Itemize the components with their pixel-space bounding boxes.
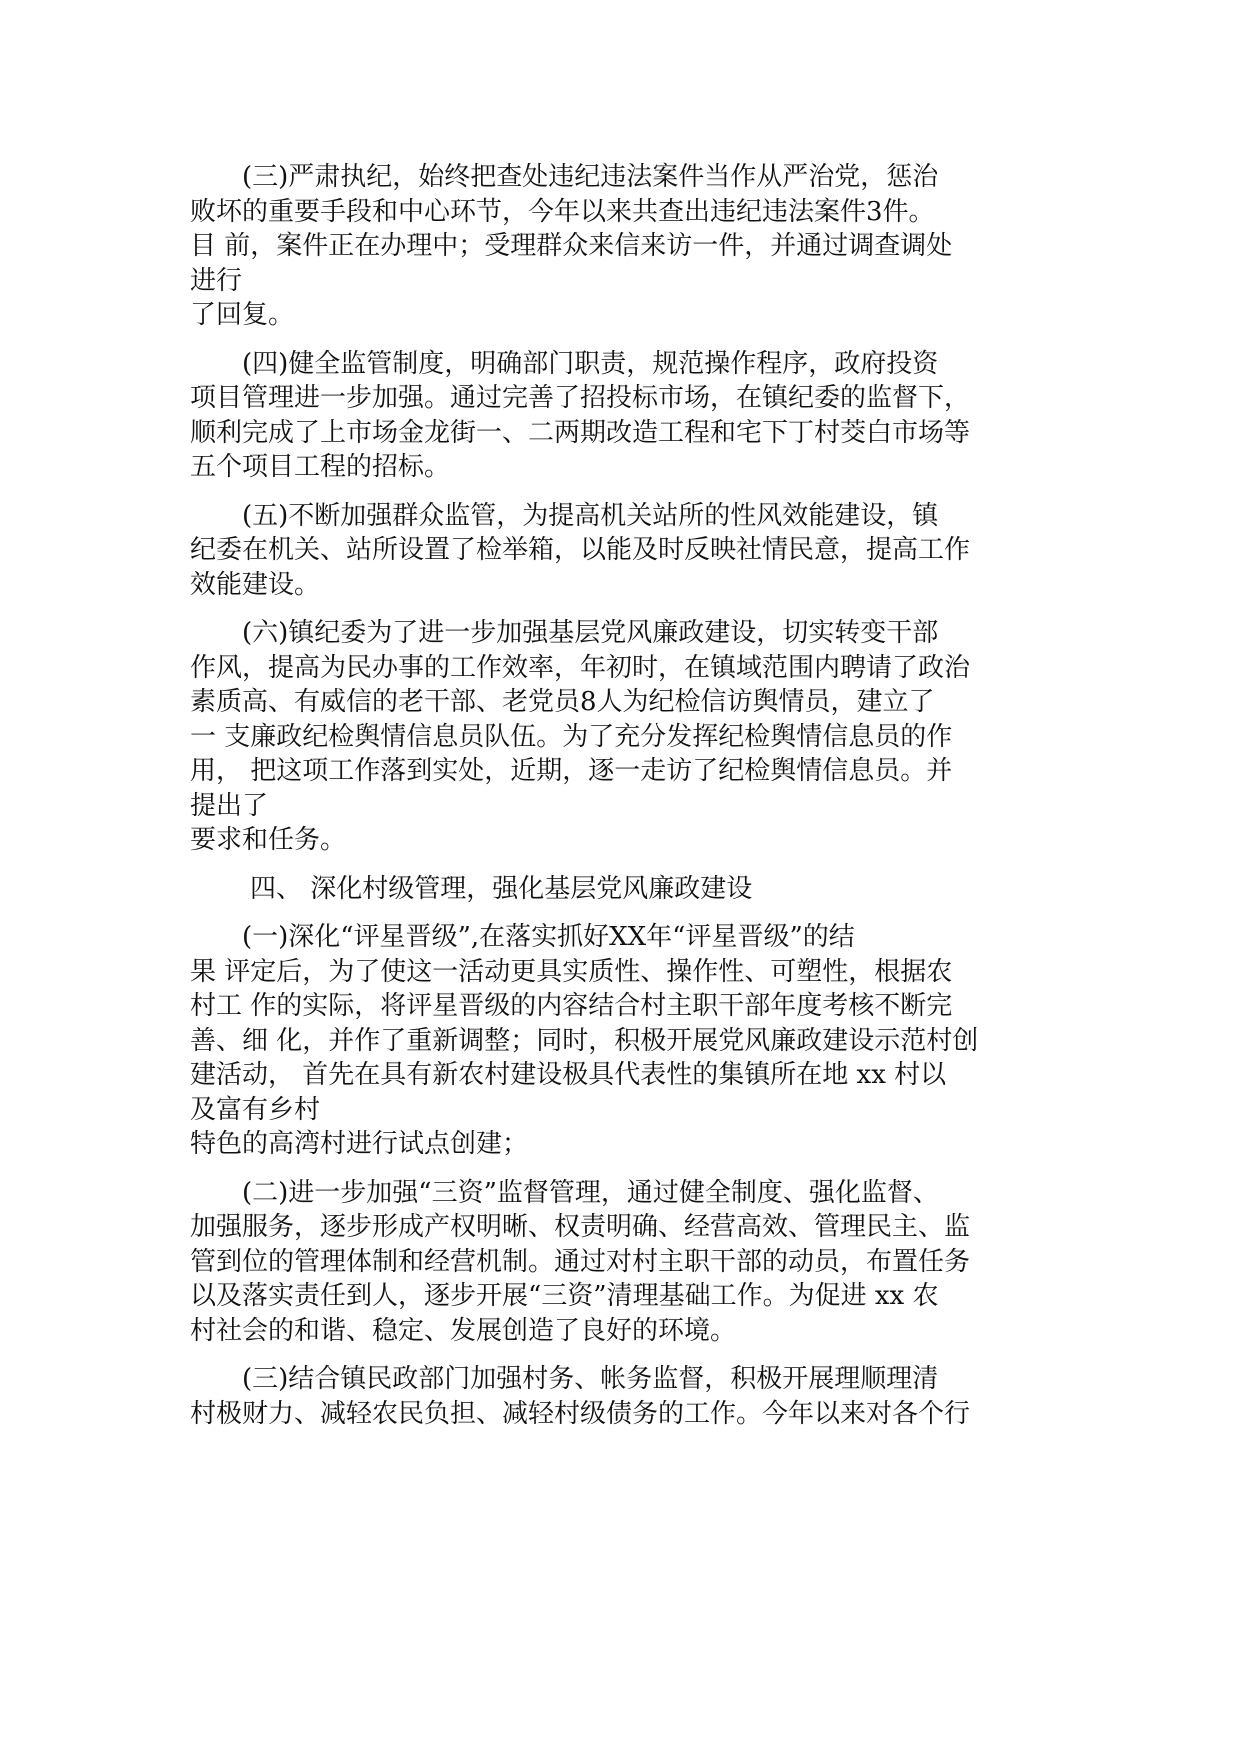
paragraph-section-3-discipline [190,160,1060,333]
text-line: 加强服务，逐步形成产权明晰、权责明确、经营高效、管理民主、监 [190,1212,971,1242]
text-line: 管到位的管理体制和经营机制。通过对村主职干部的动员，布置任务 [190,1246,971,1277]
text-line: (四)健全监管制度，明确部门职责，规范操作程序，政府投资 [242,348,939,379]
text-line: 作风，提高为民办事的工作效率，年初时，在镇域范围内聘请了政治 [190,652,971,683]
text-line: 效能建设。 [190,569,321,600]
text-line: 了回复。 [190,300,295,330]
text-line: 败坏的重要手段和中心环节，今年以来共查出违纪违法案件3件。 [190,196,935,227]
text-line: 建活动， 首先在具有新农村建设极具代表性的集镇所在地 xx 村以 [190,1060,947,1090]
text-line: 顺利完成了上市场金龙街一、二两期改造工程和宅下丁村茭白市场等 [190,417,971,448]
text-line: 一 支廉政纪检舆情信息员队伍。为了充分发挥纪检舆情信息员的作 [190,721,953,752]
text-line: 目 前，案件正在办理中；受理群众来信来访一件，并通过调查调处 [190,231,953,261]
text-line: 要求和任务。 [190,825,347,855]
text-line: 以及落实责任到人，逐步开展“三资”清理基础工作。为促进 xx 农 [190,1281,939,1311]
document-body [190,160,1060,1445]
text-line: (一)深化“评星晋级”,在落实抓好XX年“评星晋级”的结 [242,922,855,952]
text-line: 果 评定后，为了使这一活动更具实质性、操作性、可塑性，根据农 [190,956,953,987]
text-line: 纪委在机关、站所设置了检举箱，以能及时反映社情民意，提高工作 [190,535,971,565]
paragraph-village-affairs [190,1362,1060,1431]
text-line: 及富有乡村 [190,1094,321,1125]
text-line: 村工 作的实际，将评星晋级的内容结合村主职干部年度考核不断完 [190,991,953,1021]
text-line: 素质高、有威信的老干部、老党员8人为纪检信访舆情员，建立了 [190,687,935,717]
paragraph-section-4-supervision [190,347,1060,485]
text-line: 特色的高湾村进行试点创建； [190,1129,529,1159]
text-line: 提出了 [190,790,269,821]
text-line: (三)结合镇民政部门加强村务、帐务监督，积极开展理顺理清 [242,1364,939,1394]
text-line: 村极财力、减轻农民负担、减轻村级债务的工作。今年以来对各个行 [190,1398,971,1429]
text-line: (六)镇纪委为了进一步加强基层党风廉政建设，切实转变干部 [242,618,939,648]
text-line: 村社会的和谐、稳定、发展创造了良好的环境。 [190,1315,737,1346]
section-heading-text: 四、 深化村级管理，强化基层党风廉政建设 [250,873,753,904]
text-line: 善、细 化，并作了重新调整；同时，积极开展党风廉政建设示范村创 [190,1025,979,1056]
paragraph-three-assets [190,1176,1060,1349]
text-line: 项目管理进一步加强。通过完善了招投标市场，在镇纪委的监督下， [190,383,971,413]
paragraph-section-5-public-oversight [190,499,1060,603]
text-line: 进行 [190,265,243,296]
text-line: (五)不断加强群众监管，为提高机关站所的性风效能建设，镇 [242,500,939,531]
text-line: 用， 把这项工作落到实处，近期，逐一走访了纪检舆情信息员。并 [190,756,953,786]
paragraph-star-rating [190,920,1060,1162]
text-line: 五个项目工程的招标。 [190,452,451,482]
text-line: (三)严肃执纪，始终把查处违纪违法案件当作从严治党，惩治 [242,162,939,192]
paragraph-section-6-party-conduct [190,616,1060,858]
section-heading-4 [190,872,1060,907]
text-line: (二)进一步加强“三资”监督管理，通过健全制度、强化监督、 [242,1177,939,1208]
